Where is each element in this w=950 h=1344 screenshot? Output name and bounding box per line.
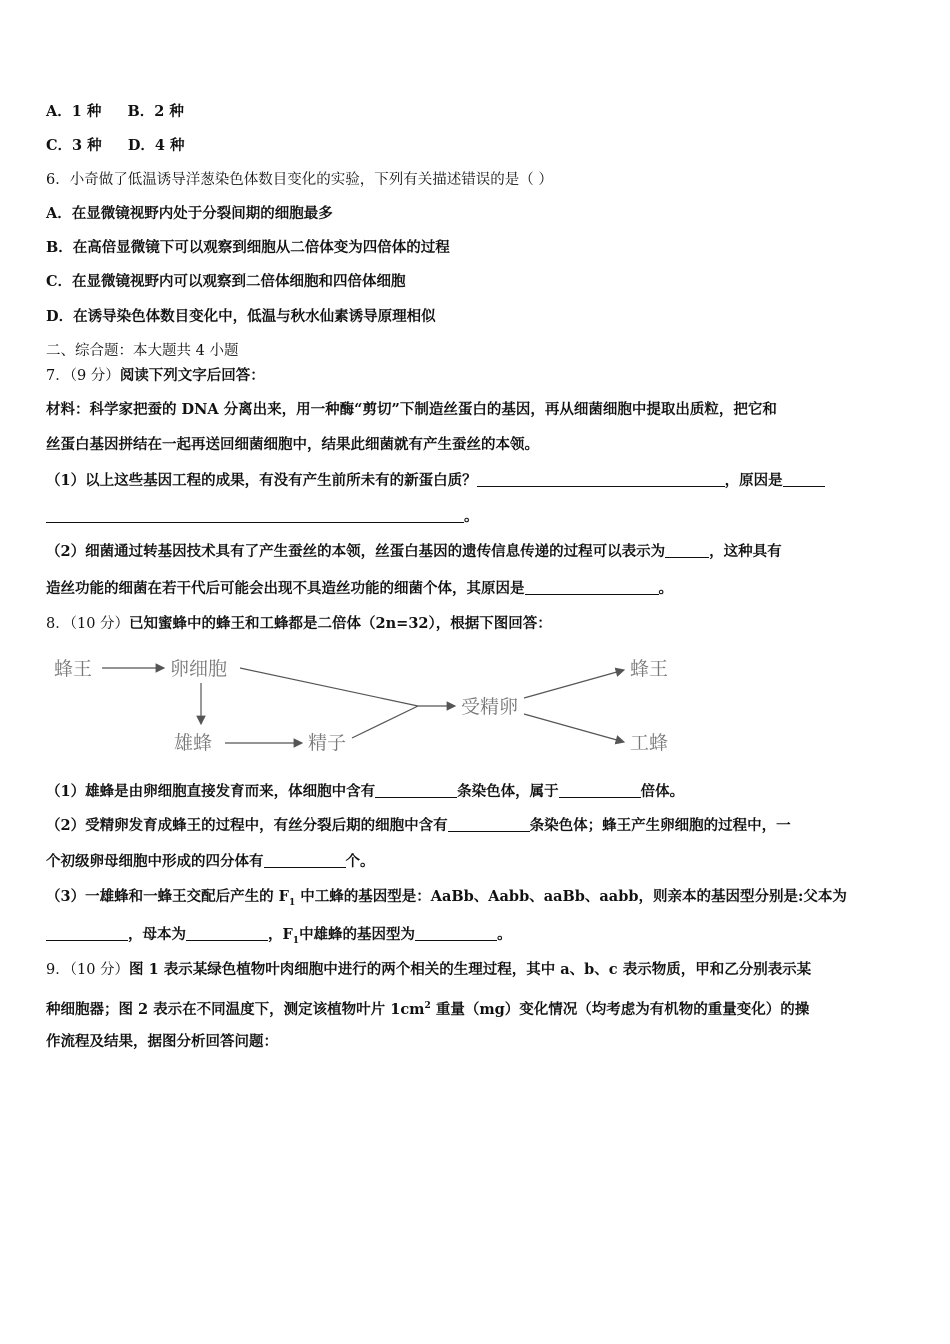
q8-part3-blank-drone[interactable] (415, 926, 497, 941)
line-sperm-to-join (352, 706, 418, 738)
q8-part3-blank-mother[interactable] (186, 926, 268, 941)
q8-stem (46, 615, 552, 633)
q8-part3-text-d: ，F (268, 926, 293, 943)
q8-part2-blank-2[interactable] (264, 853, 346, 868)
line-egg-to-join (240, 668, 418, 706)
q7-part2-blank-2[interactable] (525, 580, 659, 595)
q8-part3-blank-father[interactable] (46, 926, 128, 941)
q7-material-line-2: 丝蛋白基因拼结在一起再送回细菌细胞中，结果此细菌就有产生蚕丝的本领。 (46, 436, 539, 453)
q6-option-a: A．在显微镜视野内处于分裂间期的细胞最多 (46, 205, 333, 222)
diagram-drone-label: 雄蜂 (174, 732, 213, 754)
q7-part2-text-1: （2）细菌通过转基因技术具有了产生蚕丝的本领，丝蛋白基因的遗传信息传递的过程可以表示为 (46, 543, 666, 560)
q9-number: 9．（10 分） (46, 962, 130, 978)
q7-part1-cont (46, 508, 479, 526)
q8-part1-blank-2[interactable] (559, 783, 641, 798)
q8-part1 (46, 783, 684, 801)
q8-part2-text-b: 条染色体；蜂王产生卵细胞的过程中，一 (529, 817, 791, 834)
q8-part1-text-c: 倍体。 (640, 783, 685, 800)
q7-stem-text: 阅读下列文字后回答： (119, 367, 265, 384)
diagram-egg-label: 卵细胞 (170, 658, 228, 680)
q8-part3-text-b: 中工蜂的基因型是：AaBb、Aabb、aaBb、aabb，则亲本的基因型分别是:父本为 (295, 888, 847, 905)
q8-number: 8．（10 分） (46, 616, 130, 632)
q9-line-2-text-b: 重量（mg）变化情况（均考虑为有机物的重量变化）的操 (430, 1000, 810, 1018)
q8-part3-sub: 1 (288, 897, 296, 908)
q7-part1-blank-2a[interactable] (783, 472, 825, 487)
q7-number: 7．（9 分） (46, 368, 120, 384)
q7-part2-blank-1[interactable] (665, 543, 709, 558)
q8-part2-line-2 (46, 853, 375, 871)
q8-part1-text-b: 条染色体，属于 (457, 783, 559, 800)
q7-part1-blank-1[interactable] (477, 472, 725, 487)
diagram-zygote-label: 受精卵 (461, 696, 519, 718)
q6-option-d: D．在诱导染色体数目变化中，低温与秋水仙素诱导原理相似 (46, 308, 436, 325)
q7-part1 (46, 472, 825, 490)
q6-option-c: C．在显微镜视野内可以观察到二倍体细胞和四倍体细胞 (46, 273, 406, 290)
q5-option-d: D．4 种 (127, 137, 185, 154)
q8-part2-blank-1[interactable] (448, 817, 530, 832)
q7-part2-line-2 (46, 580, 673, 598)
q8-part2-text-d: 个。 (345, 853, 375, 870)
q8-stem-text: 已知蜜蜂中的蜂王和工蜂都是二倍体（2n=32），根据下图回答： (129, 615, 552, 632)
q6-stem: 6．小奇做了低温诱导洋葱染色体数目变化的实验，下列有关描述错误的是（ ） (46, 172, 553, 188)
q7-part2-text-2: 造丝功能的细菌在若干代后可能会出现不具造丝功能的细菌个体，其原因是 (46, 580, 525, 597)
q9-line-1-text: 图 1 表示某绿色植物叶肉细胞中进行的两个相关的生理过程，其中 a、b、c 表示物质，甲和乙分别表示某 (129, 961, 812, 978)
arrow-zygote-to-worker (524, 714, 624, 742)
q5-options-row-2 (46, 137, 185, 155)
q8-part3-line-2 (46, 926, 512, 950)
q9-line-1 (46, 961, 811, 979)
bee-reproduction-diagram (40, 648, 700, 766)
q8-part1-text-a: （1）雄蜂是由卵细胞直接发育而来，体细胞中含有 (46, 783, 376, 800)
q8-part2-text-c: 个初级卵母细胞中形成的四分体有 (46, 853, 264, 870)
q7-part2-text-1-end: ，这种具有 (709, 543, 782, 560)
q8-part3-text-a: （3）一雄蜂和一蜂王交配后产生的 F (46, 888, 289, 905)
q7-part1-mid: ，原因是 (724, 472, 783, 489)
q7-stem (46, 367, 265, 385)
q7-part1-blank-2b[interactable] (46, 508, 464, 523)
q7-part2-line-1 (46, 543, 782, 561)
q7-material-line-1: 材料：科学家把蚕的 DNA 分离出来，用一种酶“剪切”下制造丝蛋白的基因，再从细菌细胞中提取出质粒，把它和 (46, 401, 777, 418)
q9-line-2-sup: 2 (424, 1001, 431, 1011)
q6-option-b: B．在高倍显微镜下可以观察到细胞从二倍体变为四倍体的过程 (46, 239, 450, 256)
section-heading: 二、综合题：本大题共 4 小题 (46, 343, 239, 359)
q7-part1-end: 。 (464, 508, 479, 525)
q9-line-2-text-a: 种细胞器；图 2 表示在不同温度下，测定该植物叶片 1cm (46, 1000, 425, 1018)
q5-option-c: C．3 种 (46, 137, 102, 154)
q7-part2-text-2-end: 。 (658, 580, 673, 597)
q8-part3-text-c: ，母本为 (128, 926, 186, 943)
diagram-queen-label: 蜂王 (54, 658, 93, 680)
q5-options-row-1 (46, 103, 184, 121)
q8-part3-sub-2: 1 (292, 935, 300, 946)
q9-line-3: 作流程及结果，据图分析回答问题： (46, 1033, 278, 1050)
q5-option-b: B．2 种 (127, 103, 184, 120)
q8-part2-line-1 (46, 817, 791, 835)
q5-option-a: A．1 种 (46, 103, 102, 120)
diagram-queen-out-label: 蜂王 (630, 658, 669, 680)
q8-part1-blank-1[interactable] (375, 783, 457, 798)
arrow-zygote-to-queen (524, 670, 624, 698)
diagram-sperm-label: 精子 (308, 732, 347, 754)
q8-part3-line-1 (46, 888, 847, 912)
q8-part3-text-f: 。 (497, 926, 512, 943)
q8-part2-text-a: （2）受精卵发育成蜂王的过程中，有丝分裂后期的细胞中含有 (46, 817, 448, 834)
q8-part3-text-e: 中雄蜂的基因型为 (299, 926, 416, 943)
q7-part1-text: （1）以上这些基因工程的成果，有没有产生前所未有的新蛋白质？ (46, 472, 477, 489)
q9-line-2 (46, 997, 809, 1019)
diagram-worker-label: 工蜂 (630, 732, 669, 754)
